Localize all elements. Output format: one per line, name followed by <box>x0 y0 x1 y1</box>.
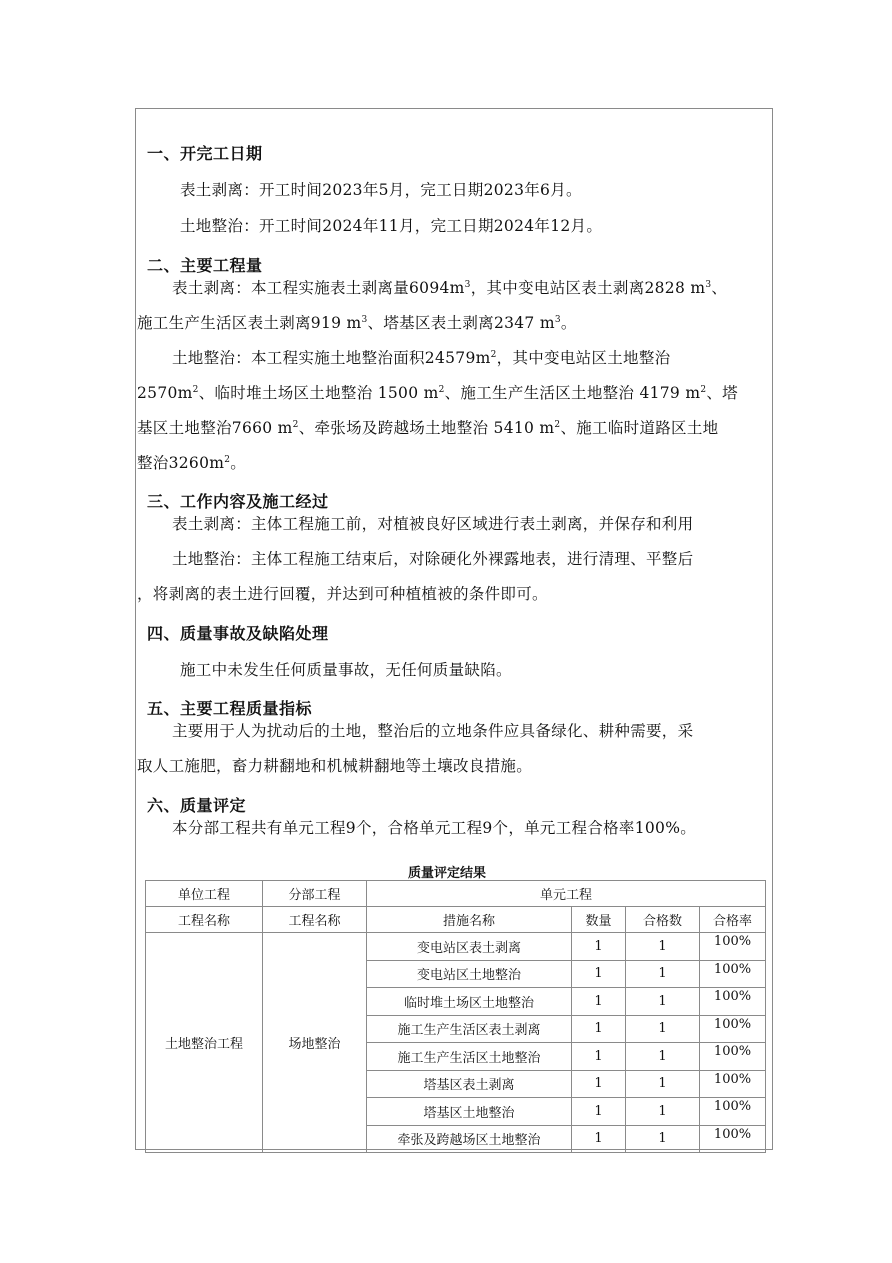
count-cell: 1 <box>572 1125 626 1153</box>
header-measure-name: 措施名称 <box>367 907 572 933</box>
section-4-line-1: 施工中未发生任何质量事故，无任何质量缺陷。 <box>180 661 512 679</box>
rate-cell: 100% <box>700 933 766 961</box>
measure-cell: 塔基区土地整治 <box>367 1098 572 1126</box>
measure-cell: 变电站区表土剥离 <box>367 933 572 961</box>
pass-cell: 1 <box>626 933 700 961</box>
section-2-para-2-line-4: 整治$3260m^2$。 <box>137 454 247 472</box>
measure-cell: 施工生产生活区表土剥离 <box>367 1015 572 1043</box>
count-cell: 1 <box>572 933 626 961</box>
section-3-heading: 三、工作内容及施工经过 <box>147 492 329 511</box>
count-cell: 1 <box>572 1070 626 1098</box>
table-header-row-1 <box>146 881 766 907</box>
section-3-line-2: 土地整治：主体工程施工结束后，对除硬化外裸露地表，进行清理、平整后 <box>172 550 694 568</box>
count-cell: 1 <box>572 1043 626 1071</box>
section-3-line-3: ，将剥离的表土进行回覆，并达到可种植植被的条件即可。 <box>137 585 548 603</box>
count-cell: 1 <box>572 1015 626 1043</box>
header-element-project: 单元工程 <box>367 881 766 907</box>
pass-cell: 1 <box>626 988 700 1016</box>
section-5-line-2: 取人工施肥，畜力耕翻地和机械耕翻地等土壤改良措施。 <box>137 757 533 775</box>
section-2-para-1-line-2: 施工生产生活区表土剥离919 $m^3$、塔基区表土剥离2347 $m^3$。 <box>137 314 577 332</box>
table-header-row-2 <box>146 907 766 933</box>
section-3-line-1: 表土剥离：主体工程施工前，对植被良好区域进行表土剥离，并保存和利用 <box>172 515 694 533</box>
pass-cell: 1 <box>626 1043 700 1071</box>
table-row <box>146 933 766 961</box>
header-pass-rate: 合格率 <box>700 907 766 933</box>
count-cell: 1 <box>572 1098 626 1126</box>
header-pass-count: 合格数 <box>626 907 700 933</box>
section-1-line-1: 表土剥离：开工时间2023年5月，完工日期2023年6月。 <box>180 181 582 199</box>
measure-cell: 变电站区土地整治 <box>367 960 572 988</box>
section-1-heading: 一、开完工日期 <box>147 144 263 163</box>
section-5-heading: 五、主要工程质量指标 <box>147 699 313 718</box>
pass-cell: 1 <box>626 1098 700 1126</box>
quality-assessment-table <box>145 880 766 1153</box>
header-unit-project: 单位工程 <box>146 881 263 907</box>
section-6-heading: 六、质量评定 <box>147 796 247 815</box>
section-6-line-1: 本分部工程共有单元工程9个，合格单元工程9个，单元工程合格率100%。 <box>172 819 697 837</box>
count-cell: 1 <box>572 988 626 1016</box>
section-2-heading: 二、主要工程量 <box>147 256 263 275</box>
count-cell: 1 <box>572 960 626 988</box>
pass-cell: 1 <box>626 1070 700 1098</box>
measure-cell: 施工生产生活区土地整治 <box>367 1043 572 1071</box>
header-part-name: 工程名称 <box>263 907 367 933</box>
rate-cell: 100% <box>700 1098 766 1126</box>
rate-cell: 100% <box>700 1125 766 1153</box>
header-unit-name: 工程名称 <box>146 907 263 933</box>
rate-cell: 100% <box>700 1015 766 1043</box>
section-4-heading: 四、质量事故及缺陷处理 <box>147 624 329 643</box>
header-part-project: 分部工程 <box>263 881 367 907</box>
section-5-line-1: 主要用于人为扰动后的土地，整治后的立地条件应具备绿化、耕种需要，采 <box>172 722 694 740</box>
rate-cell: 100% <box>700 960 766 988</box>
pass-cell: 1 <box>626 1125 700 1153</box>
measure-cell: 牵张及跨越场区土地整治 <box>367 1125 572 1153</box>
unit-name-cell: 土地整治工程 <box>146 933 263 1153</box>
section-2-para-2-line-3: 基区土地整治7660 $m^2$、牵张场及跨越场土地整治 5410 $m^2$、施工临时道路区土地 <box>137 419 719 437</box>
header-count: 数量 <box>572 907 626 933</box>
section-2-para-1-line-1: 表土剥离：本工程实施表土剥离量$6094m^3$，其中变电站区表土剥离2828 $m^3$、 <box>172 279 728 297</box>
measure-cell: 塔基区表土剥离 <box>367 1070 572 1098</box>
section-2-para-2-line-2: $2570m^2$、临时堆土场区土地整治 1500 $m^2$、施工生产生活区土地整治 4179 $m^2$、塔 <box>137 384 738 402</box>
pass-cell: 1 <box>626 1015 700 1043</box>
pass-cell: 1 <box>626 960 700 988</box>
table-caption: 质量评定结果 <box>408 866 487 881</box>
measure-cell: 临时堆土场区土地整治 <box>367 988 572 1016</box>
section-1-line-2: 土地整治：开工时间2024年11月，完工日期2024年12月。 <box>180 217 603 235</box>
part-name-cell: 场地整治 <box>263 933 367 1153</box>
section-2-para-2-line-1: 土地整治：本工程实施土地整治面积$24579m^2$，其中变电站区土地整治 <box>172 349 671 367</box>
rate-cell: 100% <box>700 1070 766 1098</box>
rate-cell: 100% <box>700 988 766 1016</box>
rate-cell: 100% <box>700 1043 766 1071</box>
